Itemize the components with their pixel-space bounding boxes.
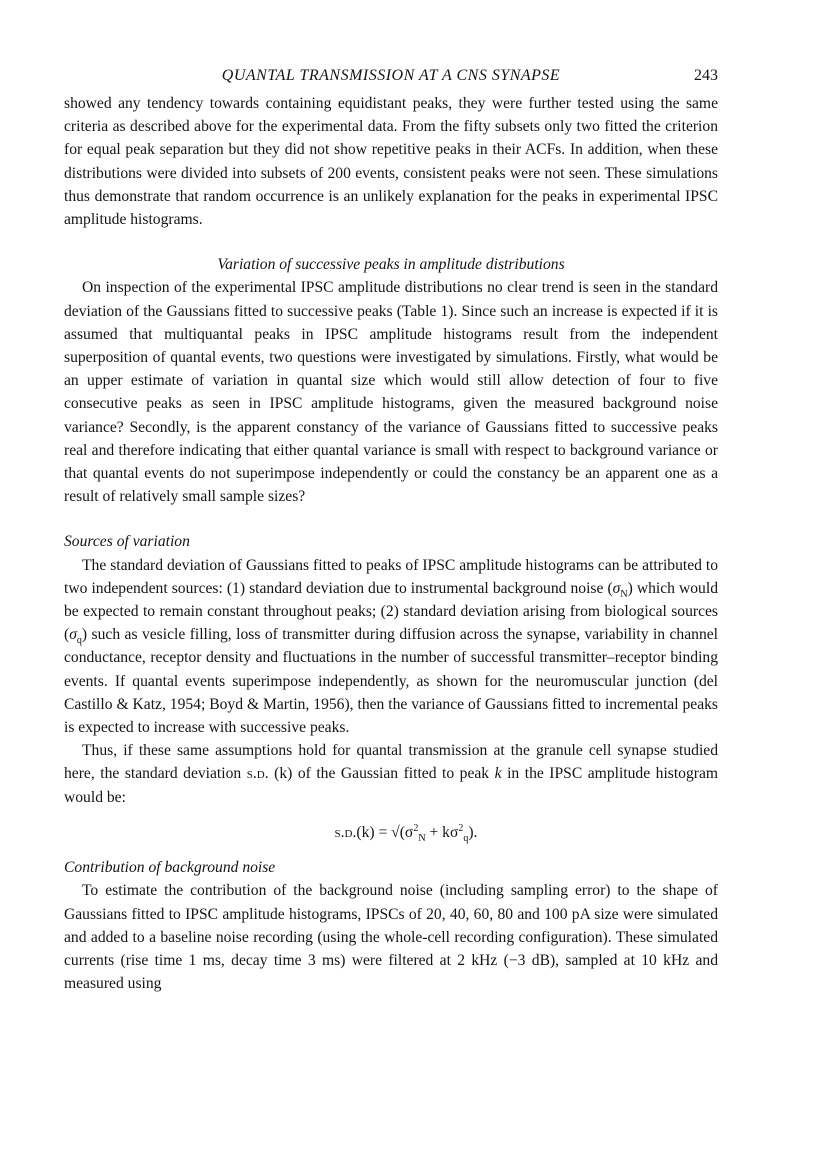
equation-k-root: (k) = √(σ [356,823,414,841]
section-title-noise: Contribution of background noise [64,859,276,877]
paragraph-1: showed any tendency towards containing equidistant peaks, they were further tested using the same criteria as described above for the experimental data. From the fifty subsets only two fitted the criterion for equal peak separation but they did not show repetitive peaks in their ACFs. In addition, when these distributions were divided into subsets of 200 events, consistent peaks were not seen. These simulations thus demonstrate that random occurrence is an unlikely explanation for the peaks in experimental IPSC amplitude histograms. [64,95,718,229]
paragraph-2: On inspection of the experimental IPSC amplitude distributions no clear trend is seen in the standard deviation of the Gaussians fitted to successive peaks (Table 1). Since such an increase is expected if it is assumed that multiquantal peaks in IPSC amplitude histograms result from the independent superposition of quantal events, two questions were investigated by simulations. Firstly, what would be an upper estimate of variation in quantal size which would still allow detection of four to five consecutive peaks as seen in IPSC amplitude histograms, given the measured background noise variance? Secondly, is the apparent constancy of the variance of Gaussians fitted to successive peaks real and therefore indicating that either quantal variance is small with respect to background variance or that quantal events do not superimpose independently or could the constancy be an apparent one as a result of relatively small sample sizes? [64,279,718,506]
section-title-variation: Variation of successive peaks in amplitude distributions [217,256,565,274]
sd-equation [94,821,718,844]
sigma-q-subscript: q [76,635,82,647]
page-number: 243 [694,67,718,84]
equation-close: ). [468,823,478,841]
paragraph-4-part-a: Thus, if these same assumptions hold for quantal transmission at the granule cell synapse studied here, the standard deviation [64,742,718,783]
paragraph-4-part-b: (k) of the Gaussian fitted to peak [274,765,490,783]
sigma-q-symbol: σ [69,626,77,644]
document-page [64,64,718,995]
equation-sup-2a: 2 [413,822,419,834]
equation-sub-q: q [463,833,469,844]
equation-lhs: s.d. [334,823,357,841]
page-header [64,64,718,88]
paragraph-4 [64,739,718,809]
equation-sup-2b: 2 [458,822,464,834]
peak-variable-k: k [494,765,502,783]
equation-plus: + kσ [425,823,459,841]
paragraph-3-part-c: ) such as vesicle filling, loss of transmitter during diffusion across the synapse, variability in channel conductance, receptor density and fluctuations in the number of successful transmitter–receptor binding events. If quantal events superimpose independently, as shown for the neuromuscular junction (del Castillo & Katz, 1954; Boyd & Martin, 1956), then the variance of Gaussians fitted to incremental peaks is expected to increase with successive peaks. [64,626,718,737]
sigma-n-subscript: N [620,588,628,600]
paragraph-4-part-c: in the IPSC amplitude histogram would be: [64,765,719,806]
section-title-sources: Sources of variation [64,533,190,551]
equation-sub-n: N [418,833,426,844]
sd-abbrev: s.d. [246,765,269,783]
paragraph-3-part-a: The standard deviation of Gaussians fitted to peaks of IPSC amplitude histograms can be attributed to two independent sources: (1) standard deviation due to instrumental background noise ( [64,556,718,597]
paragraph-5: To estimate the contribution of the background noise (including sampling error) to the shape of Gaussians fitted to IPSC amplitude histograms, IPSCs of 20, 40, 60, 80 and 100 pA size were simulated and added to a baseline noise recording (using the whole-cell recording configuration). These simulated currents (rise time 1 ms, decay time 3 ms) were filtered at 2 kHz (−3 dB), sampled at 10 kHz and measured using [64,882,718,993]
paragraph-3-part-b: ) which would be expected to remain constant throughout peaks; (2) standard deviation arising from biological sources ( [64,579,718,644]
sigma-n-symbol: σ [612,579,621,597]
running-title: QUANTAL TRANSMISSION AT A CNS SYNAPSE [221,67,561,84]
paragraph-3 [64,554,718,740]
